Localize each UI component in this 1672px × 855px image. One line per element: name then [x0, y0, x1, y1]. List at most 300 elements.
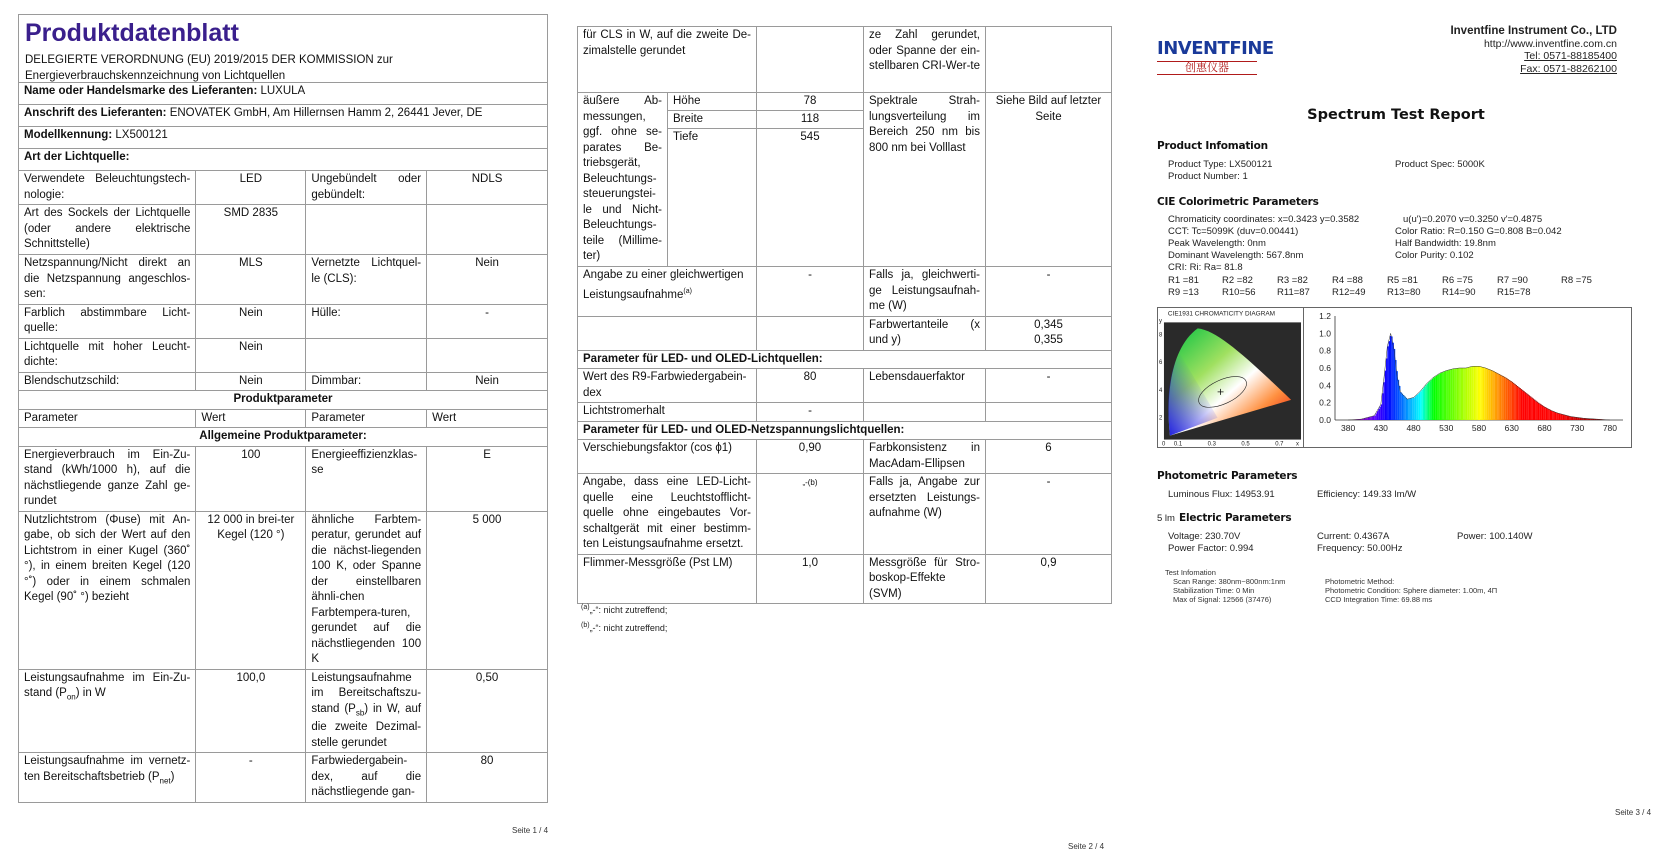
- spectrum-bar: [1538, 403, 1539, 420]
- spectrum-bar: [1402, 394, 1403, 420]
- spectrum-bar: [1415, 396, 1416, 420]
- table-row: [19, 511, 548, 669]
- spectrum-bar: [1391, 336, 1392, 420]
- dim-width-label: Breite: [668, 111, 756, 129]
- ccd-integration-time: CCD Integration Time: 69.88 ms: [1325, 595, 1433, 604]
- table-row: [19, 171, 548, 205]
- mains-params-heading: Parameter für LED- und OLED-Netzspannungslichtquellen:: [578, 421, 1112, 440]
- cell-param: Art des Sockels der Lichtquelle (oder andere elektrische Schnittstelle): [19, 205, 196, 255]
- table-row: [19, 753, 548, 803]
- cell-param: [578, 316, 757, 350]
- cell-value: -: [757, 267, 864, 317]
- stabilization-time: Stabilization Time: 0 Min: [1173, 586, 1255, 595]
- spectrum-bar: [1370, 417, 1371, 420]
- cell-param: Messgröße für Stro-boskop-Effekte (SVM): [864, 554, 986, 604]
- spectrum-bar: [1513, 383, 1514, 420]
- x-tick-label: 680: [1537, 423, 1552, 433]
- cie-diagram-title: CIE1931 CHROMATICITY DIAGRAM: [1167, 310, 1276, 318]
- superscript: (b): [581, 622, 590, 629]
- cell-param: Wert des R9-Farbwiedergabein-dex: [578, 369, 757, 403]
- spectrum-bar: [1499, 374, 1500, 420]
- spectrum-bar: [1445, 371, 1446, 420]
- cell-param: für CLS in W, auf die zweite De-zimalstelle gerundet: [578, 27, 757, 93]
- cie-y-tick: 8: [1158, 332, 1163, 339]
- spectrum-bar: [1434, 377, 1435, 420]
- spectrum-bar: [1492, 371, 1493, 420]
- cell-value: 1,0: [757, 554, 864, 604]
- r-value: R5 =81: [1387, 275, 1418, 286]
- spectrum-bar: [1432, 379, 1433, 420]
- cie-purity: Color Purity: 0.102: [1395, 250, 1474, 261]
- text: Leistungsaufnahme im Bereitschaftszu-stand (P: [311, 671, 422, 715]
- spectrum-bar: [1455, 369, 1456, 420]
- r-value: R6 =75: [1442, 275, 1473, 286]
- spectrum-bar: [1503, 376, 1504, 420]
- spectrum-bar: [1551, 410, 1552, 420]
- spectrum-bar: [1410, 399, 1411, 420]
- cell-value: Nein: [196, 372, 306, 391]
- report-title: Spectrum Test Report: [1307, 107, 1485, 123]
- spectrum-bar: [1408, 399, 1409, 420]
- spectrum-bar: [1489, 370, 1490, 420]
- spectrum-bar: [1479, 366, 1480, 420]
- cell-value: -: [427, 304, 548, 338]
- spectrum-bar: [1440, 373, 1441, 420]
- spectrum-bar: [1382, 393, 1383, 420]
- model-label: Modellkennung:: [24, 129, 113, 141]
- spectrum-bar: [1565, 415, 1566, 420]
- cell-param: Angabe, dass eine LED-Licht-quelle eine Leuchtstofflicht-quelle ohne eingebautes Vor-schaltgerät mit einer bestimm-ten Leistungsaufnahme ersetzt.: [578, 474, 757, 555]
- brand-value: LUXULA: [260, 85, 306, 97]
- table-row: [578, 267, 1112, 317]
- dim-width-value: 118: [757, 111, 863, 129]
- spectrum-bar: [1543, 406, 1544, 420]
- r-value: R11=87: [1277, 287, 1310, 298]
- r-value: R4 =88: [1332, 275, 1363, 286]
- spectrum-bar: [1495, 372, 1496, 420]
- spectrum-bar: [1437, 375, 1438, 420]
- product-spec: Product Spec: 5000K: [1395, 159, 1485, 170]
- table-row: [578, 27, 1112, 93]
- cell-param: ze Zahl gerundet, oder Spanne der ein-stellbaren CRI-Wer-te: [864, 27, 986, 93]
- spectrum-bar: [1442, 372, 1443, 420]
- cie-dominant: Dominant Wavelength: 567.8nm: [1168, 250, 1304, 261]
- spectrum-bar: [1500, 375, 1501, 420]
- spectrum-bar: [1423, 388, 1424, 420]
- spectrum-bar: [1527, 394, 1528, 420]
- chroma-y: 0,355: [1034, 334, 1063, 346]
- spectrum-bar: [1550, 410, 1551, 420]
- cell-param: Netzspannung/Nicht direkt an die Netzspannung angeschlos-sen:: [19, 255, 196, 305]
- spectrum-bar: [1563, 414, 1564, 420]
- spectrum-bar: [1416, 395, 1417, 420]
- spectrum-bar: [1544, 407, 1545, 420]
- spectrum-bar: [1421, 390, 1422, 420]
- spectrum-bar: [1469, 367, 1470, 420]
- dim-height-label: Höhe: [668, 93, 756, 111]
- logo-chinese: 创惠仪器: [1157, 61, 1257, 75]
- subscript: net: [159, 776, 171, 786]
- spectrum-bar: [1525, 392, 1526, 420]
- spectrum-bar: [1514, 384, 1515, 420]
- y-tick-label: 0.6: [1319, 363, 1331, 373]
- company-name: Inventfine Instrument Co., LTD: [1450, 25, 1617, 37]
- spectrum-bar: [1471, 367, 1472, 420]
- table-row: [578, 440, 1112, 474]
- spectrum-bar: [1383, 382, 1384, 420]
- cell-param: [306, 338, 427, 372]
- r-value: R1 =81: [1168, 275, 1199, 286]
- text: ): [170, 770, 175, 783]
- cell-value: 0,90: [757, 440, 864, 474]
- r-value: R9 =13: [1168, 287, 1199, 298]
- col-header-value: Wert: [196, 409, 306, 428]
- spectrum-bar: [1424, 387, 1425, 420]
- cell-value: Nein: [427, 255, 548, 305]
- cell-value: 0,9: [986, 554, 1112, 604]
- cell-value: -: [986, 369, 1112, 403]
- spectrum-bar: [1497, 373, 1498, 420]
- cell-param: Blendschutzschild:: [19, 372, 196, 391]
- spectrum-bar: [1372, 416, 1373, 420]
- address-label: Anschrift des Lieferanten:: [24, 107, 167, 119]
- spectrum-bar: [1428, 382, 1429, 420]
- spectrum-bar: [1438, 374, 1439, 420]
- r-value: R2 =82: [1222, 275, 1253, 286]
- spectrum-bar: [1427, 384, 1428, 420]
- x-tick-label: 380: [1340, 423, 1356, 433]
- cell-value: NDLS: [427, 171, 548, 205]
- spectrum-bar: [1472, 366, 1473, 420]
- x-tick-label: 630: [1504, 423, 1519, 433]
- regulation-text: DELEGIERTE VERORDNUNG (EU) 2019/2015 DER KOMMISSION zur Energieverbrauchskennzeichnung von Lichtquellen: [25, 54, 393, 82]
- spectrum-bar: [1433, 378, 1434, 420]
- spectrum-bar: [1465, 368, 1466, 420]
- spectrum-bar: [1575, 417, 1576, 420]
- spectrum-bar: [1567, 415, 1568, 420]
- spectrum-bar: [1558, 413, 1559, 420]
- spectrum-bar: [1453, 369, 1454, 420]
- product-params-heading: Produktparameter: [19, 391, 548, 410]
- spectrum-bar: [1457, 368, 1458, 420]
- cie-y-tick: 4: [1158, 387, 1163, 394]
- spectrum-bar: [1476, 366, 1477, 420]
- cell-param: Energieverbrauch im Ein-Zu-stand (kWh/1000 h), auf die nächstliegende ganze Zahl ge-rundet: [19, 446, 196, 511]
- cell-value: [986, 27, 1112, 93]
- spectrum-bar: [1516, 385, 1517, 420]
- company-tel: Tel: 0571-88185400: [1524, 50, 1617, 62]
- power: Power: 100.140W: [1457, 531, 1533, 542]
- spectrum-bar: [1487, 369, 1488, 420]
- table-row: [19, 205, 548, 255]
- spectrum-bar: [1521, 389, 1522, 420]
- photometric-heading: Photometric Parameters: [1157, 470, 1298, 482]
- spectrum-bar: [1378, 409, 1379, 420]
- cell-param: Lebensdauerfaktor: [864, 369, 986, 403]
- table-row: [19, 372, 548, 391]
- cie-chromaticity: Chromaticity coordinates: x=0.3423 y=0.3582: [1168, 214, 1360, 225]
- page-number: Seite 1 / 4: [512, 826, 549, 835]
- spectrum-bar: [1561, 414, 1562, 420]
- spectrum-bar: [1441, 373, 1442, 420]
- text: ) in W, auf die zweite Dezimal-stelle gerundet: [311, 702, 422, 749]
- photometric-method: Photometric Method:: [1325, 577, 1395, 586]
- spectrum-bar: [1470, 367, 1471, 420]
- cie-x-tick: 0.7: [1275, 441, 1284, 447]
- x-tick-label: 780: [1602, 423, 1618, 433]
- spectrum-bar: [1572, 417, 1573, 420]
- spectrum-bar: [1542, 405, 1543, 420]
- spectrum-bar: [1556, 413, 1557, 420]
- spectrum-bar: [1364, 418, 1365, 420]
- max-signal: Max of Signal: 12566 (37476): [1173, 595, 1272, 604]
- subscript: sb: [355, 707, 365, 717]
- spectrum-bar: [1506, 378, 1507, 420]
- x-tick-label: 730: [1570, 423, 1585, 433]
- cell-param: [578, 267, 757, 317]
- spectrum-bar: [1559, 413, 1560, 420]
- cie-cri: CRI: Ri: Ra= 81.8: [1168, 262, 1243, 273]
- dimensions-cell: [578, 93, 757, 267]
- spectrum-bar: [1555, 412, 1556, 420]
- cie-color-ratio: Color Ratio: R=0.150 G=0.808 B=0.042: [1395, 226, 1562, 237]
- spectrum-bar: [1548, 409, 1549, 420]
- r-value: R3 =82: [1277, 275, 1308, 286]
- cell-param: Falls ja, gleichwerti-ge Leistungsaufnah-me (W): [864, 267, 986, 317]
- spectrum-bar: [1512, 382, 1513, 420]
- cell-value: 100: [196, 446, 306, 511]
- spectrum-bar: [1505, 378, 1506, 420]
- spectrum-bar: [1462, 368, 1463, 420]
- spectrum-bar: [1366, 418, 1367, 420]
- spectrum-bar: [1480, 367, 1481, 420]
- table-row: [578, 316, 1112, 350]
- spectrum-bar: [1478, 366, 1479, 420]
- cell-param: [306, 669, 427, 753]
- spectrum-bar: [1385, 371, 1386, 420]
- spectrum-bar: [1404, 396, 1405, 420]
- spectrum-bar: [1491, 370, 1492, 420]
- cell-param: Lichtstromerhalt: [578, 403, 757, 422]
- table-row: [578, 93, 1112, 267]
- cell-param: Vernetzte Lichtquel-le (CLS):: [306, 255, 427, 305]
- y-tick-label: 0.2: [1319, 397, 1331, 408]
- spectrum-bar: [1431, 380, 1432, 420]
- cell-param: Hülle:: [306, 304, 427, 338]
- spectrum-bar: [1510, 381, 1511, 420]
- col-header-param: Parameter: [306, 409, 427, 428]
- page-number: Seite 3 / 4: [1615, 808, 1652, 817]
- cell-value: -: [986, 474, 1112, 555]
- voltage: Voltage: 230.70V: [1168, 531, 1241, 542]
- spectrum-bar: [1449, 370, 1450, 420]
- dimensions-values: [757, 93, 864, 267]
- page-number: Seite 2 / 4: [1068, 842, 1105, 851]
- spectrum-bar: [1524, 391, 1525, 420]
- spectrum-bar: [1414, 397, 1415, 420]
- r-value: R14=90: [1442, 287, 1476, 298]
- spectrum-bar: [1541, 404, 1542, 420]
- y-tick-label: 0.8: [1319, 345, 1331, 356]
- spectrum-bar: [1403, 395, 1404, 420]
- r-value: R13=80: [1387, 287, 1421, 298]
- general-params-heading: Allgemeine Produktparameter:: [19, 428, 548, 447]
- spectrum-bar: [1400, 392, 1401, 420]
- table-row: [19, 255, 548, 305]
- cell-value: 5 000: [427, 511, 548, 669]
- spectrum-bar: [1386, 358, 1387, 420]
- page-2: [560, 0, 1120, 855]
- spectrum-bar: [1425, 385, 1426, 420]
- company-website: http://www.inventfine.com.cn: [1483, 37, 1617, 50]
- spectrum-bar: [1488, 369, 1489, 420]
- cell-value: 100,0: [196, 669, 306, 753]
- cell-param: Falls ja, Angabe zur ersetzten Leistungs-aufnahme (W): [864, 474, 986, 555]
- cell-param: ähnliche Farbtem-peratur, gerundet auf die nächst-liegenden 100 K, oder Spanne der einstellbaren ähnli-chen Farbtempera-turen, gerundet auf die nächstliegenden 100 K: [306, 511, 427, 669]
- spectrum-bar: [1444, 372, 1445, 420]
- x-tick-label: 580: [1471, 423, 1487, 433]
- spectrum-bar: [1501, 375, 1502, 420]
- chroma-x: 0,345: [1034, 318, 1063, 331]
- cell-param: Verschiebungsfaktor (cos ϕ1): [578, 440, 757, 474]
- cell-param: [864, 403, 986, 422]
- cie-x-tick: 0.1: [1173, 441, 1183, 447]
- y-tick-label: 1.0: [1319, 328, 1331, 339]
- spectrum-bar: [1452, 369, 1453, 420]
- spectrum-bar: [1504, 377, 1505, 420]
- cie-cct: CCT: Tc=5099K (duv=0.00441): [1168, 226, 1299, 237]
- text: „-“: nicht zutreffend;: [589, 605, 668, 615]
- cell-value: Nein: [427, 372, 548, 391]
- cell-value: [427, 338, 548, 372]
- test-info-heading: Test Infomation: [1165, 568, 1216, 577]
- efficiency: Efficiency: 149.33 lm/W: [1317, 489, 1417, 500]
- table-row: [578, 369, 1112, 403]
- spectrum-bar: [1547, 408, 1548, 420]
- cell-value: [986, 316, 1112, 350]
- cell-value: LED: [196, 171, 306, 205]
- spectrum-bar: [1482, 367, 1483, 420]
- power-factor: Power Factor: 0.994: [1168, 543, 1254, 554]
- spectrum-bar: [1417, 394, 1418, 420]
- cell-value: SMD 2835: [196, 205, 306, 255]
- cell-value: „-(b): [757, 474, 864, 555]
- spectrum-bar: [1463, 368, 1464, 420]
- cell-value: -: [986, 267, 1112, 317]
- cie-half-bandwidth: Half Bandwidth: 19.8nm: [1395, 238, 1496, 249]
- y-tick-label: 0.0: [1319, 415, 1331, 425]
- cell-value: -: [757, 403, 864, 422]
- text: Leistungsaufnahme im Ein-Zu-stand (P: [24, 671, 191, 699]
- cie-chromaticity-diagram: [1158, 308, 1304, 447]
- col-header-value: Wert: [427, 409, 548, 428]
- spectrum-bar: [1436, 376, 1437, 420]
- cell-value: 6: [986, 440, 1112, 474]
- spectrum-bar: [1509, 380, 1510, 420]
- dimensions-label: äußere Ab-messungen, ggf. ohne se-parates Be-triebsgerät, Beleuchtungs-steuerungstei-le und Nicht-Beleuchtungs-teile (Millime-ter): [578, 93, 668, 266]
- cell-param: Energieeffizienzklas-se: [306, 446, 427, 511]
- spectrum-bar: [1496, 373, 1497, 420]
- spectrum-bar: [1365, 418, 1366, 420]
- cell-param: Farbwertanteile (x und y): [864, 316, 986, 350]
- spectrum-bar: [1387, 346, 1388, 420]
- spectrum-bar: [1406, 398, 1407, 420]
- spectrum-bar: [1474, 366, 1475, 420]
- spectrum-bar: [1458, 368, 1459, 420]
- product-type: Product Type: LX500121: [1168, 159, 1273, 170]
- cell-param: Nutzlichtstrom (Φuse) mit An-gabe, ob sich der Wert auf den Lichtstrom in einer Kugel (360˚ °), in einem breiten Kegel (120 °˚) oder in einem schmalen Kegel (90˚ °) bezieht: [19, 511, 196, 669]
- spectrum-bar: [1446, 371, 1447, 420]
- model-value: LX500121: [115, 129, 168, 141]
- page-1: [0, 0, 560, 855]
- cell-value: 80: [757, 369, 864, 403]
- luminous-flux: Luminous Flux: 14953.91: [1168, 489, 1275, 500]
- spectrum-bar: [1508, 379, 1509, 420]
- cell-param: [19, 753, 196, 803]
- cie-x-tick: 0.3: [1207, 441, 1216, 447]
- cell-value: 12 000 in brei-ter Kegel (120 °): [196, 511, 306, 669]
- footnote-b: [581, 622, 667, 633]
- cell-value: Nein: [196, 304, 306, 338]
- spectrum-bar: [1419, 393, 1420, 420]
- company-fax: Fax: 0571-88262100: [1520, 62, 1617, 75]
- spectrum-bar: [1411, 398, 1412, 420]
- table-row: [578, 403, 1112, 422]
- current: Current: 0.4367A: [1317, 531, 1390, 542]
- product-number: Product Number: 1: [1168, 171, 1248, 182]
- spectrum-bar: [1576, 417, 1577, 420]
- spectrum-bar: [1407, 399, 1408, 420]
- col-header-param: Parameter: [19, 409, 196, 428]
- spectrum-bar: [1517, 386, 1518, 420]
- r-value: R10=56: [1222, 287, 1256, 298]
- spectrum-bar: [1420, 391, 1421, 420]
- cell-value: [986, 403, 1112, 422]
- text: Angabe zu einer gleichwertigen Leistungsaufnahme: [583, 269, 744, 301]
- spectrum-chart-panel: [1157, 307, 1632, 448]
- spectrum-bar: [1522, 390, 1523, 420]
- spectrum-bar: [1374, 416, 1375, 420]
- spectrum-bar: [1518, 387, 1519, 420]
- x-tick-label: 530: [1439, 423, 1454, 433]
- cell-param: Flimmer-Messgröße (Pst LM): [578, 554, 757, 604]
- spectrum-bar: [1454, 369, 1455, 420]
- spectrum-bar: [1484, 368, 1485, 420]
- spectrum-bar: [1390, 336, 1391, 420]
- table-row: [578, 474, 1112, 555]
- spectrum-bar: [1539, 404, 1540, 420]
- product-info-heading: Product Infomation: [1157, 140, 1268, 152]
- electric-heading: Electric Parameters: [1179, 512, 1292, 524]
- spectrum-bar: [1569, 416, 1570, 420]
- logo-name: INVENTFINE: [1157, 38, 1274, 59]
- spectrum-bar: [1520, 388, 1521, 420]
- spectrum-bar: [1533, 399, 1534, 420]
- cell-value: [757, 316, 864, 350]
- footnote-a: [581, 604, 667, 615]
- text: „-“: nicht zutreffend;: [589, 623, 668, 633]
- cell-value: [757, 27, 864, 93]
- spectrum-bar: [1535, 401, 1536, 420]
- product-datasheet-table: [18, 82, 548, 803]
- cell-param: [19, 669, 196, 753]
- spectrum-bar: [1568, 416, 1569, 420]
- photometric-condition: Photometric Condition: Sphere diameter: 1.00m, 4Π: [1325, 586, 1498, 595]
- text: Leistungsaufnahme im vernetz-ten Bereitschaftsbetrieb (P: [24, 755, 191, 783]
- x-tick-label: 480: [1406, 423, 1421, 433]
- frequency: Frequency: 50.00Hz: [1317, 543, 1403, 554]
- cell-value: 80: [427, 753, 548, 803]
